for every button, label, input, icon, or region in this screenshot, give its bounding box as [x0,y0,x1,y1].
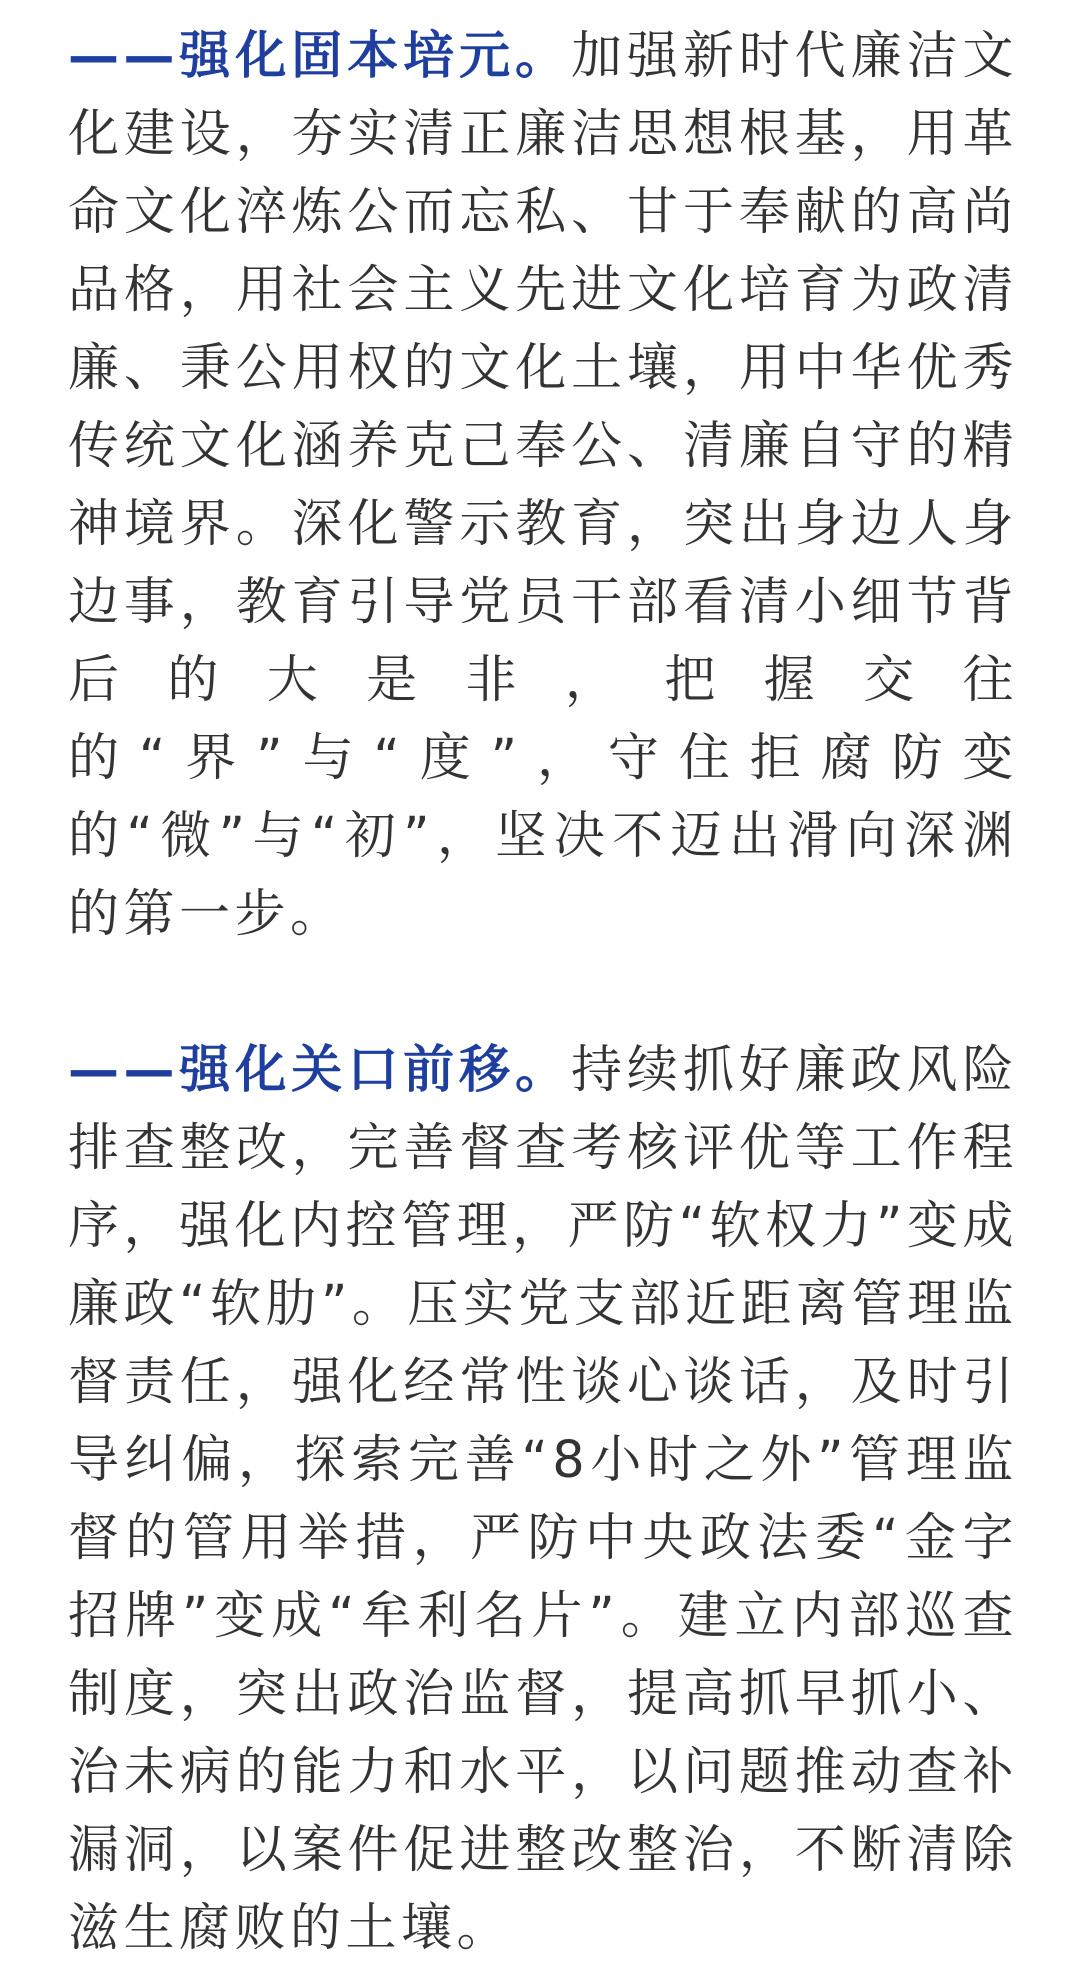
section-heading-strengthen-foundation: ——强化固本培元。 [68,27,571,86]
article-content [68,18,1018,1968]
section-heading-move-checkpoint-forward: ——强化关口前移。 [68,1041,571,1100]
paragraph-move-checkpoint-forward [68,1032,1018,1968]
section-body-move-checkpoint-forward: 持续抓好廉政风险排查整改，完善督查考核评优等工作程序，强化内控管理，严防“软权力”变成廉政“软肋”。压实党支部近距离管理监督责任，强化经常性谈心谈话，及时引导纠偏，探索完善“8小时之外”管理监督的管用举措，严防中央政法委“金字招牌”变成“牟利名片”。建立内部巡查制度，突出政治监督，提高抓早抓小、治未病的能力和水平，以问题推动查补漏洞，以案件促进整改整治，不断清除滋生腐败的土壤。 [68,1041,1018,1958]
paragraph-strengthen-foundation [68,18,1018,954]
section-body-strengthen-foundation: 加强新时代廉洁文化建设，夯实清正廉洁思想根基，用革命文化淬炼公而忘私、甘于奉献的高尚品格，用社会主义先进文化培育为政清廉、秉公用权的文化土壤，用中华优秀传统文化涵养克己奉公、清廉自守的精神境界。深化警示教育，突出身边人身边事，教育引导党员干部看清小细节背后的大是非，把握交往的“界”与“度”，守住拒腐防变的“微”与“初”，坚决不迈出滑向深渊的第一步。 [68,27,1018,944]
